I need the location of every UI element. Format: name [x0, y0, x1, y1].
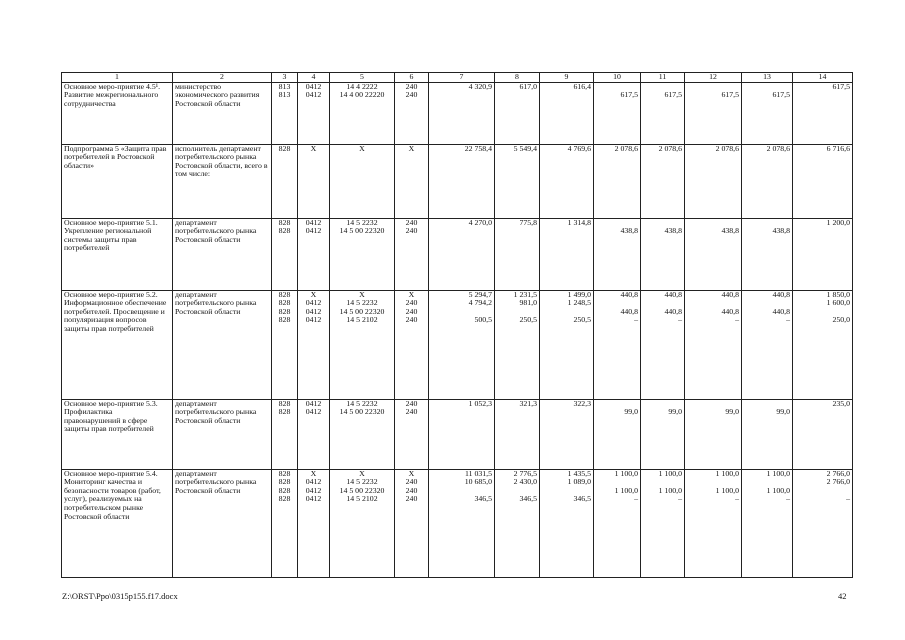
- cell-line: 1 248,5: [567, 298, 591, 308]
- value-cell-c5: [330, 82, 395, 144]
- value-cell-c9: [540, 218, 594, 290]
- value-cell-c8: [495, 218, 540, 290]
- cell-line: 0412: [305, 82, 322, 91]
- value-cell-c14: [793, 218, 853, 290]
- header-cell: 9: [540, 73, 594, 83]
- value-cell-c6: [395, 218, 429, 290]
- cell-line: 11 031,5: [465, 469, 492, 478]
- footer-file-path: Z:\ORST\Ppo\0315p155.f17.docx: [62, 591, 178, 601]
- cell-line: X: [408, 144, 415, 153]
- cell-line: 2 766,0: [826, 477, 850, 487]
- value-cell-c10: [594, 218, 641, 290]
- value-cell-c7: [429, 399, 495, 469]
- cell-line: [431, 227, 492, 236]
- cell-line: 240: [405, 477, 418, 487]
- cell-line: 0412: [305, 407, 322, 417]
- cell-line: –: [786, 494, 790, 504]
- cell-line: 14 5 2232: [346, 399, 378, 408]
- value-cell-c3: [272, 82, 298, 144]
- cell-line: 2 078,6: [658, 144, 682, 153]
- value-cell-c13: [742, 469, 793, 577]
- value-cell-c8: [495, 399, 540, 469]
- cell-line: 235,0: [832, 399, 850, 408]
- cell-line: 440,8: [620, 290, 638, 299]
- value-cell-c4: [298, 399, 330, 469]
- value-cell-c11: [641, 82, 685, 144]
- cell-line: 14 5 2232: [346, 477, 378, 487]
- cell-line: 0412: [305, 315, 322, 325]
- activity-name-cell: Основное меро-приятие 5.3. Профилактика правонарушений в сфере защиты прав потребителей: [62, 399, 173, 469]
- cell-line: 828: [278, 298, 291, 308]
- cell-line: 250,0: [832, 315, 850, 325]
- cell-line: X: [310, 144, 317, 153]
- value-cell-c12: [685, 218, 742, 290]
- cell-line: 240: [405, 485, 418, 495]
- cell-line: [431, 408, 492, 417]
- value-cell-c9: [540, 290, 594, 399]
- header-cell: 13: [742, 73, 793, 83]
- cell-line: 0412: [305, 477, 322, 487]
- executor-cell: департамент потребительского рынка Ростовской области: [173, 290, 272, 399]
- value-cell-c14: [793, 144, 853, 218]
- cell-line: 813: [278, 90, 291, 100]
- executor-cell: департамент потребительского рынка Ростовской области: [173, 218, 272, 290]
- cell-line: 828: [278, 399, 291, 408]
- value-cell-c8: [495, 82, 540, 144]
- value-cell-c11: [641, 399, 685, 469]
- cell-line: 440,8: [664, 290, 682, 299]
- value-cell-c14: [793, 82, 853, 144]
- value-cell-c13: [742, 218, 793, 290]
- cell-line: 240: [405, 315, 418, 325]
- cell-line: 99,0: [668, 407, 682, 417]
- value-cell-c12: [685, 290, 742, 399]
- table-row: [62, 144, 853, 218]
- activity-name-cell: Основное меро-приятие 5.4. Мониторинг качества и безопасности товаров (работ, услуг), реализуемых на потребительском рынке Ростовской области: [62, 469, 173, 577]
- value-cell-c9: [540, 144, 594, 218]
- cell-line: 250,5: [573, 315, 591, 325]
- value-cell-c3: [272, 469, 298, 577]
- cell-line: 99,0: [725, 407, 739, 417]
- cell-line: 0412: [305, 226, 322, 236]
- cell-line: 1 100,0: [658, 469, 682, 478]
- cell-line: 828: [278, 469, 291, 478]
- value-cell-c5: [330, 144, 395, 218]
- cell-line: 617,5: [721, 90, 739, 100]
- cell-line: [795, 91, 850, 100]
- cell-line: 2 430,0: [513, 477, 537, 487]
- value-cell-c7: [429, 144, 495, 218]
- cell-line: 4 270,0: [468, 218, 492, 227]
- activity-name-cell: Основное меро-приятие 5.2. Информационное обеспечение потребителей. Просвещение и популяризация вопросов защиты прав потребителей: [62, 290, 173, 399]
- value-cell-c8: [495, 144, 540, 218]
- value-cell-c12: [685, 399, 742, 469]
- cell-line: X: [310, 469, 317, 478]
- value-cell-c10: [594, 144, 641, 218]
- cell-line: X: [359, 469, 365, 478]
- value-cell-c14: [793, 469, 853, 577]
- value-cell-c4: [298, 82, 330, 144]
- cell-line: 321,3: [519, 399, 537, 408]
- value-cell-c11: [641, 218, 685, 290]
- value-cell-c13: [742, 399, 793, 469]
- activity-name-cell: Основное меро-приятие 4.5¹. Развитие межрегионального сотрудничества: [62, 82, 173, 144]
- cell-line: 240: [405, 306, 418, 316]
- cell-line: 1 231,5: [513, 290, 537, 299]
- cell-line: –: [634, 315, 638, 325]
- value-cell-c3: [272, 144, 298, 218]
- header-cell: 7: [429, 73, 495, 83]
- cell-line: 22 758,4: [464, 144, 492, 153]
- cell-line: 1 200,0: [826, 218, 850, 227]
- cell-line: 14 5 2232: [346, 218, 378, 227]
- cell-line: 2 776,5: [513, 469, 537, 478]
- value-cell-c6: [395, 290, 429, 399]
- cell-line: 438,8: [772, 226, 790, 236]
- table-row: [62, 399, 853, 469]
- header-cell: 4: [298, 73, 330, 83]
- header-cell: 11: [641, 73, 685, 83]
- cell-line: 346,5: [573, 494, 591, 504]
- cell-line: 828: [278, 477, 291, 487]
- cell-line: 14 5 00 22320: [339, 226, 385, 236]
- value-cell-c7: [429, 469, 495, 577]
- cell-line: 240: [405, 494, 418, 504]
- cell-line: 828: [278, 485, 291, 495]
- cell-line: 0412: [305, 298, 322, 308]
- cell-line: 0412: [305, 485, 322, 495]
- cell-line: 2 766,0: [826, 469, 850, 478]
- cell-line: 2 078,6: [614, 144, 638, 153]
- header-cell: 14: [793, 73, 853, 83]
- cell-line: [542, 227, 591, 236]
- header-cell: 2: [173, 73, 272, 83]
- value-cell-c13: [742, 290, 793, 399]
- value-cell-c11: [641, 290, 685, 399]
- cell-line: 14 5 2102: [346, 494, 378, 504]
- cell-line: 2 078,6: [766, 144, 790, 153]
- value-cell-c12: [685, 469, 742, 577]
- value-cell-c5: [330, 290, 395, 399]
- value-cell-c8: [495, 290, 540, 399]
- cell-line: 828: [278, 306, 291, 316]
- cell-line: X: [408, 290, 415, 299]
- cell-line: –: [678, 494, 682, 504]
- cell-line: 828: [278, 315, 291, 325]
- cell-line: 828: [278, 407, 291, 417]
- cell-line: 617,5: [832, 82, 850, 91]
- cell-line: 438,8: [664, 226, 682, 236]
- cell-line: [542, 91, 591, 100]
- cell-line: 99,0: [624, 407, 638, 417]
- value-cell-c6: [395, 399, 429, 469]
- cell-line: 1 100,0: [766, 469, 790, 478]
- cell-line: 14 5 00 22320: [339, 407, 385, 417]
- cell-line: 440,8: [772, 290, 790, 299]
- cell-line: 1 089,0: [567, 477, 591, 487]
- cell-line: 6 716,6: [826, 144, 850, 153]
- cell-line: 240: [405, 90, 418, 100]
- cell-line: 775,8: [519, 218, 537, 227]
- value-cell-c5: [330, 218, 395, 290]
- value-cell-c7: [429, 290, 495, 399]
- activity-name-cell: Подпрограмма 5 «Защита прав потребителей в Ростовской области»: [62, 144, 173, 218]
- cell-line: 240: [405, 298, 418, 308]
- cell-line: 346,5: [519, 494, 537, 504]
- cell-line: 10 685,0: [464, 477, 492, 487]
- value-cell-c7: [429, 82, 495, 144]
- budget-table: [61, 72, 853, 578]
- cell-line: 617,5: [620, 90, 638, 100]
- header-cell: 6: [395, 73, 429, 83]
- cell-line: 0412: [305, 90, 322, 100]
- header-cell: 5: [330, 73, 395, 83]
- header-cell: 1: [62, 73, 173, 83]
- cell-line: 240: [405, 226, 418, 236]
- value-cell-c10: [594, 399, 641, 469]
- cell-line: 1 314,8: [567, 218, 591, 227]
- value-cell-c13: [742, 144, 793, 218]
- value-cell-c12: [685, 82, 742, 144]
- table-row: [62, 218, 853, 290]
- cell-line: 1 100,0: [766, 485, 790, 495]
- cell-line: 14 5 00 22320: [339, 306, 385, 316]
- value-cell-c13: [742, 82, 793, 144]
- executor-cell: исполнитель департамент потребительского рынка Ростовской области, всего в том числе:: [173, 144, 272, 218]
- cell-line: 0412: [305, 494, 322, 504]
- table-row: [62, 290, 853, 399]
- cell-line: 828: [278, 226, 291, 236]
- value-cell-c4: [298, 290, 330, 399]
- cell-line: 1 499,0: [567, 290, 591, 299]
- cell-line: [542, 408, 591, 417]
- cell-line: 99,0: [776, 407, 790, 417]
- cell-line: 14 4 00 22220: [339, 90, 385, 100]
- cell-line: [795, 227, 850, 236]
- value-cell-c9: [540, 82, 594, 144]
- value-cell-c11: [641, 144, 685, 218]
- value-cell-c10: [594, 469, 641, 577]
- cell-line: 440,8: [664, 306, 682, 316]
- cell-line: 240: [405, 218, 418, 227]
- cell-line: 828: [278, 290, 291, 299]
- cell-line: 346,5: [474, 494, 492, 504]
- value-cell-c14: [793, 290, 853, 399]
- cell-line: 322,3: [573, 399, 591, 408]
- cell-line: 4 769,6: [567, 144, 591, 153]
- cell-line: 5 294,7: [468, 290, 492, 299]
- cell-line: 250,5: [519, 315, 537, 325]
- executor-cell: департамент потребительского рынка Ростовской области: [173, 399, 272, 469]
- value-cell-c12: [685, 144, 742, 218]
- cell-line: 1 100,0: [614, 485, 638, 495]
- cell-line: 14 5 2232: [346, 298, 378, 308]
- cell-line: –: [786, 315, 790, 325]
- value-cell-c6: [395, 144, 429, 218]
- cell-line: X: [310, 290, 317, 299]
- cell-line: 616,4: [573, 82, 591, 91]
- value-cell-c11: [641, 469, 685, 577]
- cell-line: [497, 91, 537, 100]
- cell-line: –: [735, 494, 739, 504]
- cell-line: 1 100,0: [658, 485, 682, 495]
- table-row: [62, 82, 853, 144]
- cell-line: [497, 408, 537, 417]
- value-cell-c3: [272, 290, 298, 399]
- cell-line: 828: [278, 218, 291, 227]
- header-cell: 12: [685, 73, 742, 83]
- cell-line: 4 320,9: [468, 82, 492, 91]
- cell-line: 1 600,0: [826, 298, 850, 308]
- cell-line: 1 435,5: [567, 469, 591, 478]
- activity-name-cell: Основное меро-приятие 5.1. Укрепление региональной системы защиты прав потребителей: [62, 218, 173, 290]
- header-cell: 10: [594, 73, 641, 83]
- cell-line: X: [359, 144, 365, 153]
- cell-line: 14 5 00 22320: [339, 485, 385, 495]
- cell-line: 0412: [305, 218, 322, 227]
- value-cell-c6: [395, 82, 429, 144]
- cell-line: –: [634, 494, 638, 504]
- value-cell-c5: [330, 469, 395, 577]
- cell-line: 1 100,0: [715, 469, 739, 478]
- cell-line: X: [408, 469, 415, 478]
- executor-cell: департамент потребительского рынка Ростовской области: [173, 469, 272, 577]
- value-cell-c9: [540, 469, 594, 577]
- cell-line: 981,0: [519, 298, 537, 308]
- cell-line: 1 100,0: [715, 485, 739, 495]
- value-cell-c10: [594, 290, 641, 399]
- cell-line: 440,8: [772, 306, 790, 316]
- cell-line: –: [678, 315, 682, 325]
- cell-line: 617,5: [664, 90, 682, 100]
- cell-line: 1 100,0: [614, 469, 638, 478]
- value-cell-c10: [594, 82, 641, 144]
- value-cell-c5: [330, 399, 395, 469]
- value-cell-c4: [298, 218, 330, 290]
- cell-line: 828: [278, 144, 291, 153]
- value-cell-c9: [540, 399, 594, 469]
- cell-line: 0412: [305, 306, 322, 316]
- cell-line: 440,8: [620, 306, 638, 316]
- cell-line: [795, 408, 850, 417]
- cell-line: 2 078,6: [715, 144, 739, 153]
- cell-line: 440,8: [721, 306, 739, 316]
- cell-line: 0412: [305, 399, 322, 408]
- cell-line: X: [359, 290, 365, 299]
- cell-line: 617,5: [772, 90, 790, 100]
- cell-line: 14 5 2102: [346, 315, 378, 325]
- cell-line: 240: [405, 407, 418, 417]
- value-cell-c3: [272, 218, 298, 290]
- value-cell-c4: [298, 469, 330, 577]
- cell-line: –: [735, 315, 739, 325]
- value-cell-c7: [429, 218, 495, 290]
- cell-line: 240: [405, 399, 418, 408]
- executor-cell: министерство экономического развития Ростовской области: [173, 82, 272, 144]
- value-cell-c14: [793, 399, 853, 469]
- cell-line: 438,8: [721, 226, 739, 236]
- value-cell-c3: [272, 399, 298, 469]
- cell-line: 813: [278, 82, 291, 91]
- cell-line: 4 794,2: [468, 298, 492, 308]
- cell-line: [431, 91, 492, 100]
- header-cell: 3: [272, 73, 298, 83]
- cell-line: [497, 227, 537, 236]
- header-row: [62, 73, 853, 83]
- cell-line: 617,0: [519, 82, 537, 91]
- cell-line: –: [846, 494, 850, 504]
- cell-line: 440,8: [721, 290, 739, 299]
- table-row: [62, 469, 853, 577]
- cell-line: 500,5: [474, 315, 492, 325]
- header-cell: 8: [495, 73, 540, 83]
- page-number: 42: [838, 591, 847, 601]
- cell-line: 5 549,4: [513, 144, 537, 153]
- cell-line: 14 4 2222: [346, 82, 378, 91]
- cell-line: 1 052,3: [468, 399, 492, 408]
- cell-line: [795, 487, 850, 496]
- cell-line: 1 850,0: [826, 290, 850, 299]
- value-cell-c6: [395, 469, 429, 577]
- cell-line: 438,8: [620, 226, 638, 236]
- value-cell-c4: [298, 144, 330, 218]
- value-cell-c8: [495, 469, 540, 577]
- cell-line: 240: [405, 82, 418, 91]
- cell-line: 828: [278, 494, 291, 504]
